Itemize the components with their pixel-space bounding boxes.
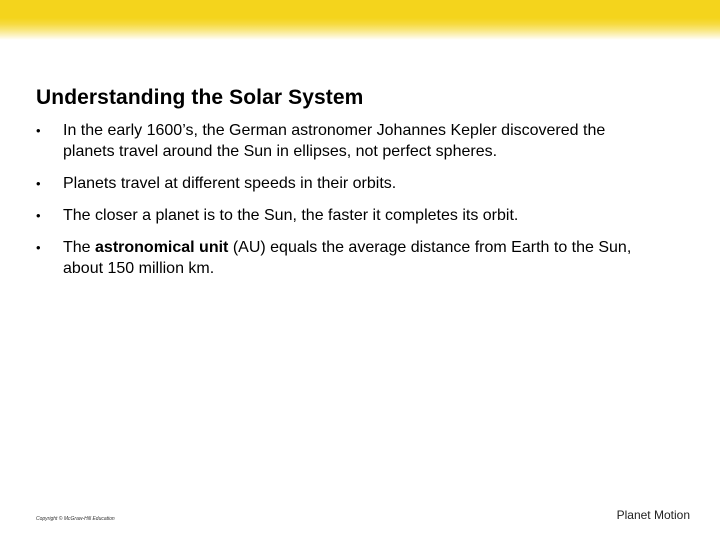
copyright-notice: Copyright © McGraw-Hill Education [36,516,115,522]
bullet-bold-term: astronomical unit [95,239,229,256]
bullet-text [63,239,631,277]
slide-title: Understanding the Solar System [36,86,364,109]
bullet-marker: • [36,208,41,223]
bullet-text: The closer a planet is to the Sun, the faster it completes its orbit. [63,207,519,224]
bullet-item [36,237,636,279]
footer-label: Planet Motion [616,508,690,522]
bullet-item [36,205,636,226]
bullet-item [36,173,636,194]
bullet-marker: • [36,123,41,138]
bullet-list [36,120,636,290]
bullet-text: Planets travel at different speeds in their orbits. [63,175,397,192]
bullet-text-before: The [63,239,96,256]
top-accent-band [0,0,720,40]
bullet-text-after: (AU) equals the average distance from Earth to the Sun, about 150 million km. [63,239,632,277]
bullet-text: In the early 1600’s, the German astronomer Johannes Kepler discovered the planets travel around the Sun in ellipses, not perfect spheres. [63,122,606,160]
bullet-marker: • [36,240,41,255]
bullet-marker: • [36,176,41,191]
bullet-item [36,120,636,162]
